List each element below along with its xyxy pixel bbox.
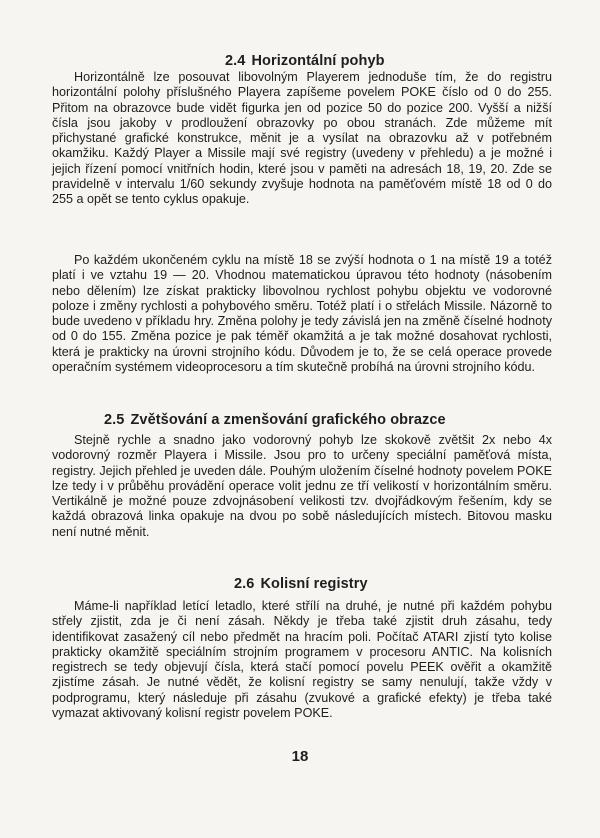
- paragraph: Po každém ukončeném cyklu na místě 18 se zvýší hodnota o 1 na místě 19 a totéž platí i ve vztahu 19 — 20. Vhodnou matematickou úpravou této hodnoty (násobením nebo dělením) lze získat prakticky libovolnou rychlost pohybu objektu ve vodorovné poloze i změny rychlosti a pohybového směru. Totéž platí i o střelách Missile. Názorně to bude uvedeno v příkladu hry. Změna polohy je tedy závislá jen na změně číselné hodnoty od 0 do 155. Změna pozice je pak téměř okamžitá a je tak možné dosahovat rychlosti, která je prakticky na úrovni strojního kódu. Důvodem je to, že se celá operace provede operačním systémem videoprocesoru a tím skutečně probíhá na úrovni strojního kódu.: [52, 253, 552, 375]
- page-number: 18: [291, 748, 309, 765]
- section-heading-2-5: [104, 412, 446, 428]
- paragraph: Stejně rychle a snadno jako vodorovný pohyb lze skokově zvětšit 2x nebo 4x vodorovný rozměr Playera i Missile. Jsou pro to určeny speciální paměťová místa, registry. Jejich přehled je uveden dále. Pouhým uložením číselné hodnoty povelem POKE lze tedy i v průběhu provádění operace volit jednu ze tří velikostí v horizontálním směru. Vertikálně je možné pouze zdvojnásobení velikosti tzv. dvojřádkovým řešením, kdy se každá obrazová linka opakuje na dvou po sobě následujících místech. Bitovou masku není nutné měnit.: [52, 433, 552, 539]
- section-title: Kolisní registry: [260, 576, 368, 592]
- section-number: 2.5: [104, 412, 125, 428]
- section-title: Zvětšování a zmenšování grafického obrazce: [130, 412, 446, 428]
- section-number: 2.6: [234, 576, 255, 592]
- section-heading-2-4: [225, 53, 385, 69]
- paragraph: Máme-li například letící letadlo, které střílí na druhé, je nutné při každém pohybu střely zjistit, zda je či není zásah. Někdy je třeba také zjistit druh zásahu, tedy identifikovat zasažený cíl nebo předmět na hracím poli. Počítač ATARI zjistí tyto kolise prakticky okamžitě speciálním strojním programem v procesoru ANTIC. Na kolisních registrech se tedy objevují čísla, která stačí pomocí povelu PEEK ověřit a okamžitě zjistíme zásah. Je nutné vědět, že kolisní registry se samy nenulují, takže vždy v podprogramu, který následuje při zásahu (zvukové a grafické efekty) je třeba také vymazat aktivovaný kolisní registr povelem POKE.: [52, 599, 552, 721]
- section-number: 2.4: [225, 53, 246, 69]
- section-heading-2-6: [234, 576, 368, 592]
- paragraph: Horizontálně lze posouvat libovolným Playerem jednoduše tím, že do registru horizontální polohy příslušného Playera zapíšeme povelem POKE číslo od 0 do 255. Přitom na obrazovce bude vidět figurka jen od pozice 50 do pozice 200. Vyšší a nižší čísla jsou jakoby v prodloužení obrazovky po obou stranách. Zde můžeme mít přichystané grafické konstrukce, měnit je a vysílat na obrazovku až v potřebném okamžiku. Každý Player a Missile mají své registry (uvedeny v přehledu) a je možné i jejich řízení pomocí vnitřních hodin, které jsou v paměti na adresách 18, 19, 20. Zde se pravidelně v intervalu 1/60 sekundy zvyšuje hodnota na paměťovém místě 18 od 0 do 255 a opět se tento cyklus opakuje.: [52, 70, 552, 207]
- section-title: Horizontální pohyb: [251, 53, 385, 69]
